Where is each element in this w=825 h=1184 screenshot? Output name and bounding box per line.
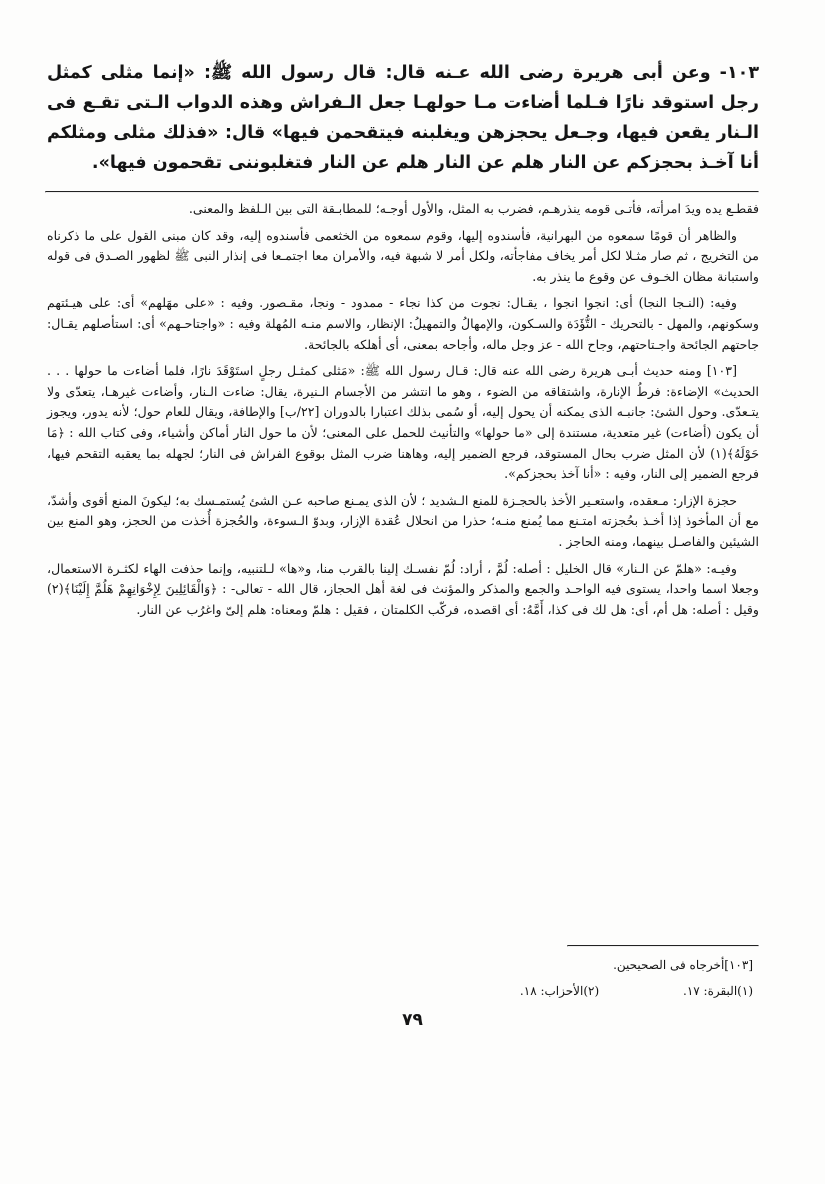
commentary-paragraph: وفيه: (النـجا النجا) أى: انجوا انجوا ، يقـال: نجوت من كذا نجاء - ممدود - ونجا، مقـصور. وفيه : «على مهَلهم» أى: على هيـئتهم وسكونهم، والمهل - بالتحريك - التُّؤَدَة والسـكون، والإمهالُ والتمهيلُ: الإنظار، والاسم منـه المُهلة وفيه : «واجتاحـهم» أى: استأصلهم يقـال: جاحتهم الجائحة واجـتاحتهم، وجاح الله - عز وجل ماله، وأجاحه بمعنى، أى أهلكه بالجائحة. xyxy=(47,295,759,352)
commentary-paragraph: حجزة الإزار: مـعقده، واستعـير الأخذ بالحجـزة للمنع الـشديد ؛ لأن الذى يمـنع صاحبه عـن الشئ يُستمـسك به؛ ليكونَ المنع أقوى وأشدّ، مع أن المأخوذ إذا أخـذ بحُجزته امتـنع مما يُمنع منـه؛ حذرا من انحلال عُقدة الإزار، وبدوّ الـسوءة، والحُجزة أُخذت من الحجز، وهو المنع بين الشيئين والفاصـل بينهما، ومنه الحاجز . xyxy=(47,492,759,549)
footnote-row xyxy=(253,978,753,1004)
commentary-paragraph: والظاهر أن قومًا سمعوه من البهرانية، فأسندوه إليها، وقوم سمعوه من الخثعمى فأسندوه إليه، وقد كان مبنى القول على ما ذكرناه من التخريج ، ثم صار مثـلا لكل أمر يخاف مفاجأته، ولكل أمر لا شبهة فيه، والأمران معا اجتمـعا فى إنذار النبى ﷺ لظهور الصـدق فى قوله واستبانة مظان الخـوف عن وقوع ما ينذر به. xyxy=(47,227,759,284)
footnote-source: [١٠٣]أخرجاه فى الصحيحين. xyxy=(613,958,753,972)
hadith-separator xyxy=(45,191,759,193)
commentary xyxy=(47,199,759,626)
commentary-paragraph: وفيـه: «هلمّ عن الـنار» قال الخليل : أصله: لُمَّ ، أراد: لُمّ نفسـك إلينا بالقرب منا، و«ها» لـلتنبيه، وإنما حذفت الهاء لكثـرة الاستعمال، وجعلا اسما واحدا، يستوى فيه الواحـد والجمع والمذكر والمؤنث فى لغة أهل الحجاز، قال الله - تعالى- : ﴿وَالْقَائِلِينَ لِإِخْوَانِهِمْ هَلُمَّ إِلَيْنَا﴾(٢) وقيل : أصله: هل أم، أى: هل لك فى كذا، أَمَّهُ: أى اقصده، فركّب الكلمتان ، فقيل : هلمّ ومعناه: هلم إلىّ واغرُب عن النار. xyxy=(47,560,759,617)
footnote-separator xyxy=(567,945,759,947)
commentary-paragraph: فقطـع يده ويدَ امرأته، فأتـى قومه ينذرهـم، فضرب به المثل، والأول أوجـه؛ للمطابـقة التى بين الـلفظ والمعنى. xyxy=(188,201,759,216)
page-number: ٧٩ xyxy=(402,1010,423,1030)
footnote-1: (١)البقرة: ١٧. xyxy=(683,984,753,998)
footnote-2: (٢)الأحزاب: ١٨. xyxy=(519,984,600,998)
hadith-text: ١٠٣- وعن أبى هريرة رضى الله عـنه قال: قال رسول الله ﷺ: «إنما مثلى كمثل رجل استوقد نارًا فـلما أضاءت مـا حولهـا جعل الـفراش وهذه الدواب الـتى تقـع فى الـنار يقعن فيها، وجـعل يحجزهن ويغلبنه فيتقحمن فيها» قال: «فذلك مثلى ومثلكم أنا آخـذ بحجزكم عن النار هلم عن النار هلم عن النار فتغلبوننى تقحمون فيها». xyxy=(47,63,759,173)
footnotes xyxy=(253,952,753,1004)
commentary-paragraph: [١٠٣] ومنه حديث أبـى هريرة رضى الله عنه قال: قـال رسول الله ﷺ: «مَثلى كمثـل رجلٍ استَوْقَدَ نارًا، فلما أضاءت ما حولها . . . الحديث» الإضاءة: فرطُ الإنارة، واشتقاقه من الضوء ، وهو ما انتشر من الأجسام الـنيرة، يقال: ضاءت الـنار، وأضاءت غيرهـا، يتعدّى ولا يتـعدّى. وحول الشئ: جانبـه الذى يمكنه أن يحول إليه، أو سُمى بذلك اعتبارا بالدوران [٢٢/ب] والإطافة، ويقال للعام حول؛ لأنه يدور، ويجوز أن يكون (أضاءت) غير متعدية، مستندة إلى «ما حولها» والتأنيث للحمل على المعنى؛ لأن ما حول النار أماكن وأشياء، وفى كتاب الله : ﴿مَا حَوْلَهُ﴾(١) لأن المثل ضرب بحال المستوقد، فرجع الضمير إليه، وهاهنا ضرب المثل بوقوع الفراش فى النار؛ لجهله بما يعقبه التقحم فيها، فرجع الضمير إلى النار، وفيه : «أنا آخذ بحجزكم». xyxy=(47,363,760,482)
